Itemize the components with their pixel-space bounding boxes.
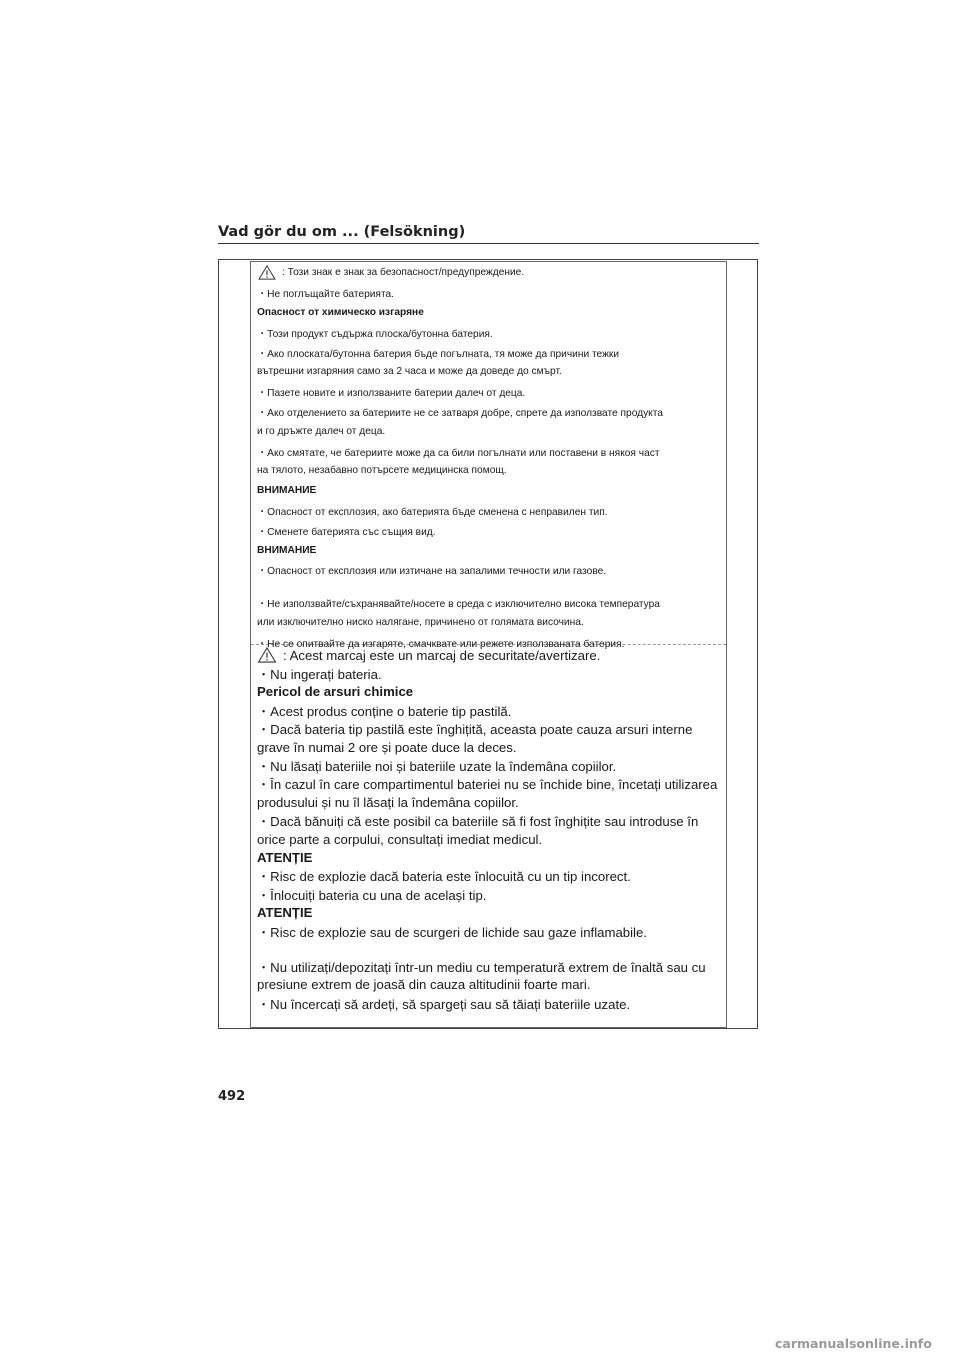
text-line: ・Dacă bateria tip pastilă este înghițită, aceasta poate cauza arsuri interne (257, 722, 693, 738)
text-line: ・Nu utilizați/depozitați într-un mediu cu temperatură extrem de înaltă sau cu (257, 959, 706, 975)
text-line: ・Nu încercați să ardeți, să spargeți sau să tăiați bateriile uzate. (257, 996, 631, 1012)
text-line: produsului și nu îl lăsați la îndemâna copiilor. (257, 794, 519, 810)
watermark: carmanualsonline.info (775, 1336, 932, 1351)
section-header-title: Vad gör du om ... (Felsökning) (218, 224, 466, 240)
text-line: ・Risc de explozie sau de scurgeri de lichide sau gaze inflamabile. (257, 924, 647, 940)
warning-triangle-icon (257, 647, 277, 663)
warning-heading: ATENȚIE (257, 849, 313, 865)
text-line: ・Ако смятате, че батериите може да са били погълнати или поставени в някоя част (257, 447, 660, 459)
text-line: ・Ако отделението за батериите не се затваря добре, спрете да използвате продукта (257, 407, 663, 419)
warning-heading: ВНИМАНИЕ (257, 485, 317, 497)
warning-heading: Pericol de arsuri chimice (257, 684, 414, 700)
text-line: ・Не се опитвайте да изгаряте, смачквате или режете използваната батерия. (257, 638, 625, 650)
bulgarian-warning-section (257, 263, 719, 652)
text-line: ・Не използвайте/съхранявайте/носете в среда с изключително висока температура (257, 599, 660, 611)
warning-triangle-icon (258, 265, 276, 280)
text-line: ・În cazul în care compartimentul bateriei nu se închide bine, încetați utilizarea (257, 777, 718, 793)
text-line: ・Dacă bănuiți că este posibil ca bateriile să fi fost înghițite sau introduse în (257, 814, 699, 830)
text-line: на тялото, незабавно потърсете медицинска помощ. (257, 465, 507, 477)
text-line: или изключително ниско налягане, причинено от голямата височина. (257, 616, 584, 628)
warning-symbol-text: : Този знак е знак за безопасност/предупреждение. (282, 267, 525, 279)
text-line: ・Ако плоската/бутонна батерия бъде погълната, тя може да причини тежки (257, 348, 620, 360)
page-number: 492 (218, 1089, 246, 1104)
header-rule (218, 243, 759, 244)
warning-heading: Опасност от химическо изгаряне (257, 306, 424, 318)
text-line: ・Не поглъщайте батерията. (257, 289, 394, 301)
text-line: presiune extrem de joasă din cauza altitudinii foarte mari. (257, 977, 591, 993)
text-line: ・Înlocuiți bateria cu una de același tip. (257, 887, 487, 903)
text-line: ・Пазете новите и използваните батерии далеч от деца. (257, 388, 526, 400)
text-line: ・Risc de explozie dacă bateria este înlocuită cu un tip incorect. (257, 869, 631, 885)
text-line: ・Този продукт съдържа плоска/бутонна батерия. (257, 328, 493, 340)
warning-heading: ВНИМАНИЕ (257, 544, 317, 556)
text-line: вътрешни изгаряния само за 2 часа и може да доведе до смърт. (257, 366, 562, 378)
warning-heading: ATENȚIE (257, 905, 313, 921)
text-line: ・Nu ingerați bateria. (257, 667, 382, 683)
text-line: и го дръжте далеч от деца. (257, 425, 386, 437)
text-line: ・Nu lăsați bateriile noi și bateriile uzate la îndemâna copiilor. (257, 759, 617, 775)
warning-symbol-line (257, 646, 719, 664)
text-line: ・Опасност от експлозия или изтичане на запалими течности или газове. (257, 566, 607, 578)
text-line: ・Опасност от експлозия, ако батерията бъде сменена с неправилен тип. (257, 506, 608, 518)
text-line: grave în numai 2 ore și poate duce la deces. (257, 739, 517, 755)
text-line: ・Acest produs conține o baterie tip pastilă. (257, 703, 512, 719)
warning-symbol-line (257, 263, 719, 283)
text-line: orice parte a corpului, consultați imediat medicul. (257, 831, 543, 847)
romanian-warning-section (257, 646, 719, 1012)
warning-symbol-text: : Acest marcaj este un marcaj de securitate/avertizare. (283, 647, 601, 663)
text-line: ・Сменете батерията със същия вид. (257, 526, 436, 538)
